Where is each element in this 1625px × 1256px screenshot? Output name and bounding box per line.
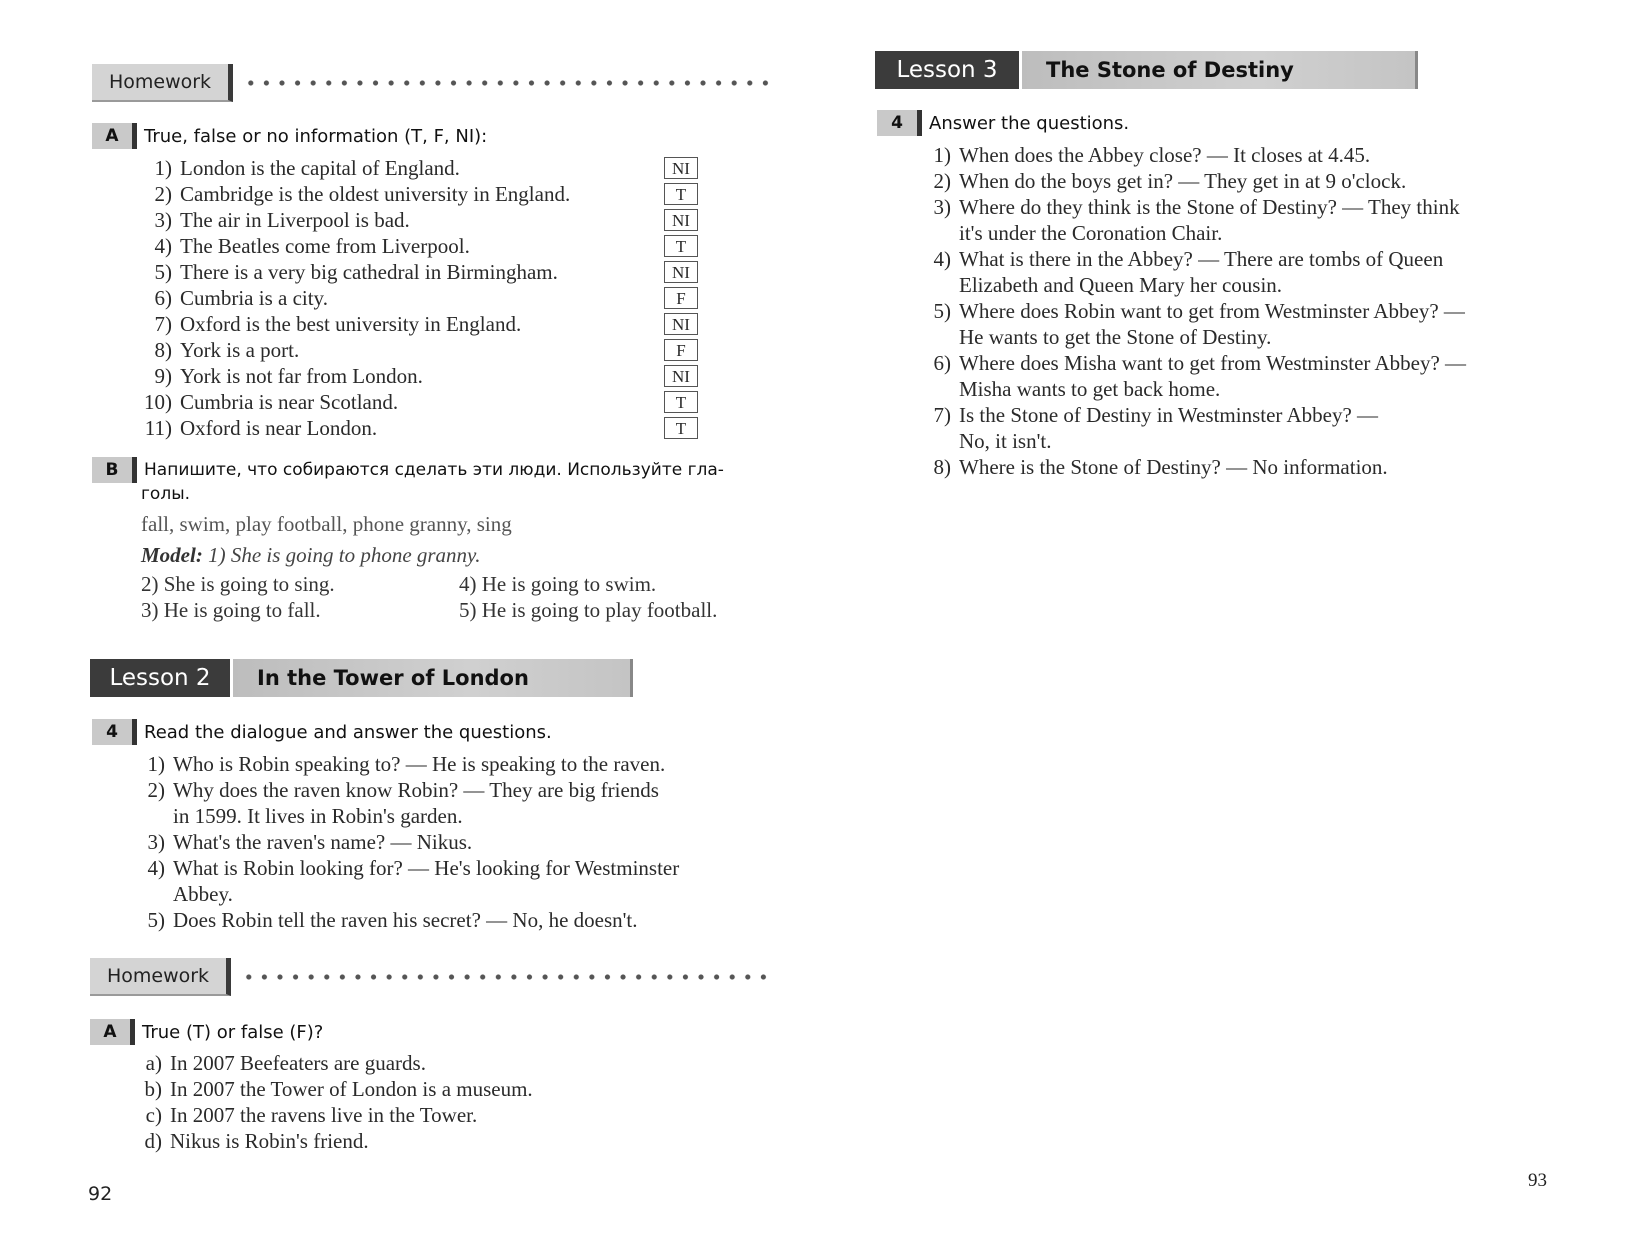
exercise-instruction-continued: голы. <box>141 484 191 504</box>
homework-header <box>92 63 770 103</box>
item-line: Where is the Stone of Destiny? — No information. <box>959 455 1388 479</box>
item-text <box>173 907 785 933</box>
item-text <box>959 168 1556 194</box>
model-sentence <box>141 543 480 568</box>
answer-3 <box>141 598 321 623</box>
item-text: Oxford is near London. <box>180 416 378 440</box>
question-list <box>911 142 1556 480</box>
answer-box: F <box>664 287 698 309</box>
item-text <box>959 350 1556 402</box>
answer-box: NI <box>664 365 698 387</box>
item-line: it's under the Coronation Chair. <box>959 221 1223 245</box>
list-item <box>132 337 698 363</box>
homework-tab: Homework <box>92 64 233 102</box>
lesson-title: The Stone of Destiny <box>1022 51 1418 89</box>
item-number: 4) <box>154 234 172 258</box>
item-line: No, it isn't. <box>959 429 1052 453</box>
item-number: 2) <box>933 169 951 193</box>
item-number: 10) <box>144 390 172 414</box>
item-number: 1) <box>147 752 165 776</box>
item-text: London is the capital of England. <box>180 156 460 180</box>
item-number: 3) <box>147 830 165 854</box>
item-line: Is the Stone of Destiny in Westminster Abbey? — <box>959 403 1379 427</box>
list-item <box>911 454 1556 480</box>
word-bank: fall, swim, play football, phone granny, sing <box>141 512 512 536</box>
item-line: Why does the raven know Robin? — They are big friends <box>173 778 659 802</box>
item-line: Abbey. <box>173 882 233 906</box>
list-item <box>132 389 698 415</box>
item-text: In 2007 Beefeaters are guards. <box>170 1051 426 1075</box>
list-item <box>911 246 1556 298</box>
lesson-number: Lesson 2 <box>90 659 233 697</box>
item-line: Misha wants to get back home. <box>959 377 1221 401</box>
item-text: Cambridge is the oldest university in England. <box>180 182 571 206</box>
item-line: What's the raven's name? — Nikus. <box>173 830 473 854</box>
item-number: d) <box>144 1129 162 1153</box>
item-text: Nikus is Robin's friend. <box>170 1129 369 1153</box>
item-number: 1) <box>154 156 172 180</box>
exercise-label-box: 4 <box>92 719 137 745</box>
item-number: a) <box>145 1051 162 1075</box>
list-item <box>132 181 698 207</box>
item-number: 2) <box>154 182 172 206</box>
exercise-label-box: A <box>90 1019 135 1045</box>
item-text: Cumbria is a city. <box>180 286 328 310</box>
exercise-instruction: True, false or no information (T, F, NI): <box>144 125 488 147</box>
lesson-title: In the Tower of London <box>233 659 633 697</box>
answer-box: T <box>664 391 698 413</box>
item-number: 6) <box>154 286 172 310</box>
list-item <box>125 829 785 855</box>
item-line: What is there in the Abbey? — There are tombs of Queen <box>959 247 1444 271</box>
list-item <box>132 415 698 441</box>
item-line: Where does Robin want to get from Westminster Abbey? — <box>959 299 1465 323</box>
item-number: 3) <box>933 195 951 219</box>
lesson-number: Lesson 3 <box>875 51 1022 89</box>
item-number: 11) <box>144 416 172 440</box>
item-number: 7) <box>933 403 951 427</box>
list-item <box>132 155 698 181</box>
item-number: 4) <box>147 856 165 880</box>
list-item <box>132 285 698 311</box>
exercise-a-header <box>92 121 487 151</box>
answer-box: NI <box>664 157 698 179</box>
list-item <box>125 777 785 829</box>
item-number: 7) <box>154 312 172 336</box>
item-text: There is a very big cathedral in Birmingham. <box>180 260 558 284</box>
item-number: 5) <box>459 598 477 622</box>
answer-box: T <box>664 417 698 439</box>
homework-header <box>90 957 768 997</box>
item-text <box>959 454 1556 480</box>
item-text: He is going to fall. <box>163 598 321 622</box>
list-item <box>911 194 1556 246</box>
item-text: In 2007 the Tower of London is a museum. <box>170 1077 533 1101</box>
item-line: Where does Misha want to get from Westminster Abbey? — <box>959 351 1467 375</box>
exercise-b-header <box>92 455 724 485</box>
item-text: Oxford is the best university in England. <box>180 312 522 336</box>
exercise-instruction: True (T) or false (F)? <box>142 1021 324 1043</box>
item-line: Who is Robin speaking to? — He is speaking to the raven. <box>173 752 666 776</box>
exercise-instruction: Answer the questions. <box>929 112 1130 134</box>
list-item <box>911 298 1556 350</box>
answer-box: NI <box>664 209 698 231</box>
item-text <box>959 298 1556 350</box>
exercise-4-header <box>877 108 1129 138</box>
item-number: 6) <box>933 351 951 375</box>
item-text <box>173 751 785 777</box>
list-item <box>132 311 698 337</box>
item-line: What is Robin looking for? — He's looking for Westminster <box>173 856 680 880</box>
true-false-list <box>132 155 698 441</box>
list-item <box>125 907 785 933</box>
item-number: 2) <box>141 572 159 596</box>
item-number: 4) <box>933 247 951 271</box>
item-text <box>173 777 785 829</box>
item-text: The Beatles come from Liverpool. <box>180 234 470 258</box>
list-item <box>132 363 698 389</box>
answer-2 <box>141 572 335 597</box>
item-text: He is going to play football. <box>481 598 718 622</box>
exercise-label-box: 4 <box>877 110 922 136</box>
item-number: 5) <box>154 260 172 284</box>
item-number: 3) <box>141 598 159 622</box>
list-item <box>911 350 1556 402</box>
exercise-instruction: Read the dialogue and answer the questions. <box>144 721 552 743</box>
lesson-2-header <box>90 659 633 697</box>
item-text: Cumbria is near Scotland. <box>180 390 399 414</box>
list-item <box>911 168 1556 194</box>
list-item <box>132 233 698 259</box>
item-line: When do the boys get in? — They get in at 9 o'clock. <box>959 169 1407 193</box>
list-item <box>122 1102 722 1128</box>
answer-box: NI <box>664 261 698 283</box>
homework-tab: Homework <box>90 958 231 996</box>
item-number: 2) <box>147 778 165 802</box>
item-number: 8) <box>154 338 172 362</box>
item-number: 3) <box>154 208 172 232</box>
item-text <box>959 402 1556 454</box>
answer-box: T <box>664 183 698 205</box>
item-number: 5) <box>933 299 951 323</box>
item-number: 5) <box>147 908 165 932</box>
dotted-rule <box>241 974 768 980</box>
item-number: b) <box>144 1077 162 1101</box>
list-item <box>122 1050 722 1076</box>
list-item <box>132 207 698 233</box>
item-text <box>959 246 1556 298</box>
item-text <box>959 142 1556 168</box>
exercise-4-header <box>92 717 552 747</box>
exercise-label-box: B <box>92 457 137 483</box>
item-number: 4) <box>459 572 477 596</box>
list-item <box>911 142 1556 168</box>
item-text: In 2007 the ravens live in the Tower. <box>170 1103 478 1127</box>
item-text <box>959 194 1556 246</box>
model-text: 1) She is going to phone granny. <box>208 543 481 567</box>
question-list <box>125 751 785 933</box>
list-item <box>125 751 785 777</box>
model-label: Model: <box>141 543 203 567</box>
list-item <box>911 402 1556 454</box>
exercise-instruction: Напишите, что собираются сделать эти люди. Используйте гла- <box>144 460 724 480</box>
answer-4 <box>459 572 656 597</box>
item-text: The air in Liverpool is bad. <box>180 208 410 232</box>
list-item <box>122 1128 722 1154</box>
dotted-rule <box>243 80 770 86</box>
answer-box: T <box>664 235 698 257</box>
item-text: She is going to sing. <box>163 572 335 596</box>
list-item <box>125 855 785 907</box>
exercise-label-box: A <box>92 123 137 149</box>
item-text <box>173 855 785 907</box>
item-line: Where do they think is the Stone of Destiny? — They think <box>959 195 1460 219</box>
item-line: Elizabeth and Queen Mary her cousin. <box>959 273 1283 297</box>
item-text: He is going to swim. <box>481 572 657 596</box>
answer-box: F <box>664 339 698 361</box>
lesson-3-header <box>875 51 1418 89</box>
item-line: When does the Abbey close? — It closes at 4.45. <box>959 143 1371 167</box>
list-item <box>122 1076 722 1102</box>
true-false-list <box>122 1050 722 1154</box>
exercise-a-header <box>90 1017 323 1047</box>
page-number: 92 <box>88 1183 113 1205</box>
item-text: York is not far from London. <box>180 364 423 388</box>
item-line: in 1599. It lives in Robin's garden. <box>173 804 463 828</box>
item-number: c) <box>145 1103 162 1127</box>
item-number: 1) <box>933 143 951 167</box>
answer-5 <box>459 598 717 623</box>
item-text <box>173 829 785 855</box>
item-line: He wants to get the Stone of Destiny. <box>959 325 1272 349</box>
item-line: Does Robin tell the raven his secret? — No, he doesn't. <box>173 908 638 932</box>
answer-box: NI <box>664 313 698 335</box>
list-item <box>132 259 698 285</box>
item-number: 9) <box>154 364 172 388</box>
page-number: 93 <box>1528 1170 1547 1191</box>
item-number: 8) <box>933 455 951 479</box>
item-text: York is a port. <box>180 338 300 362</box>
